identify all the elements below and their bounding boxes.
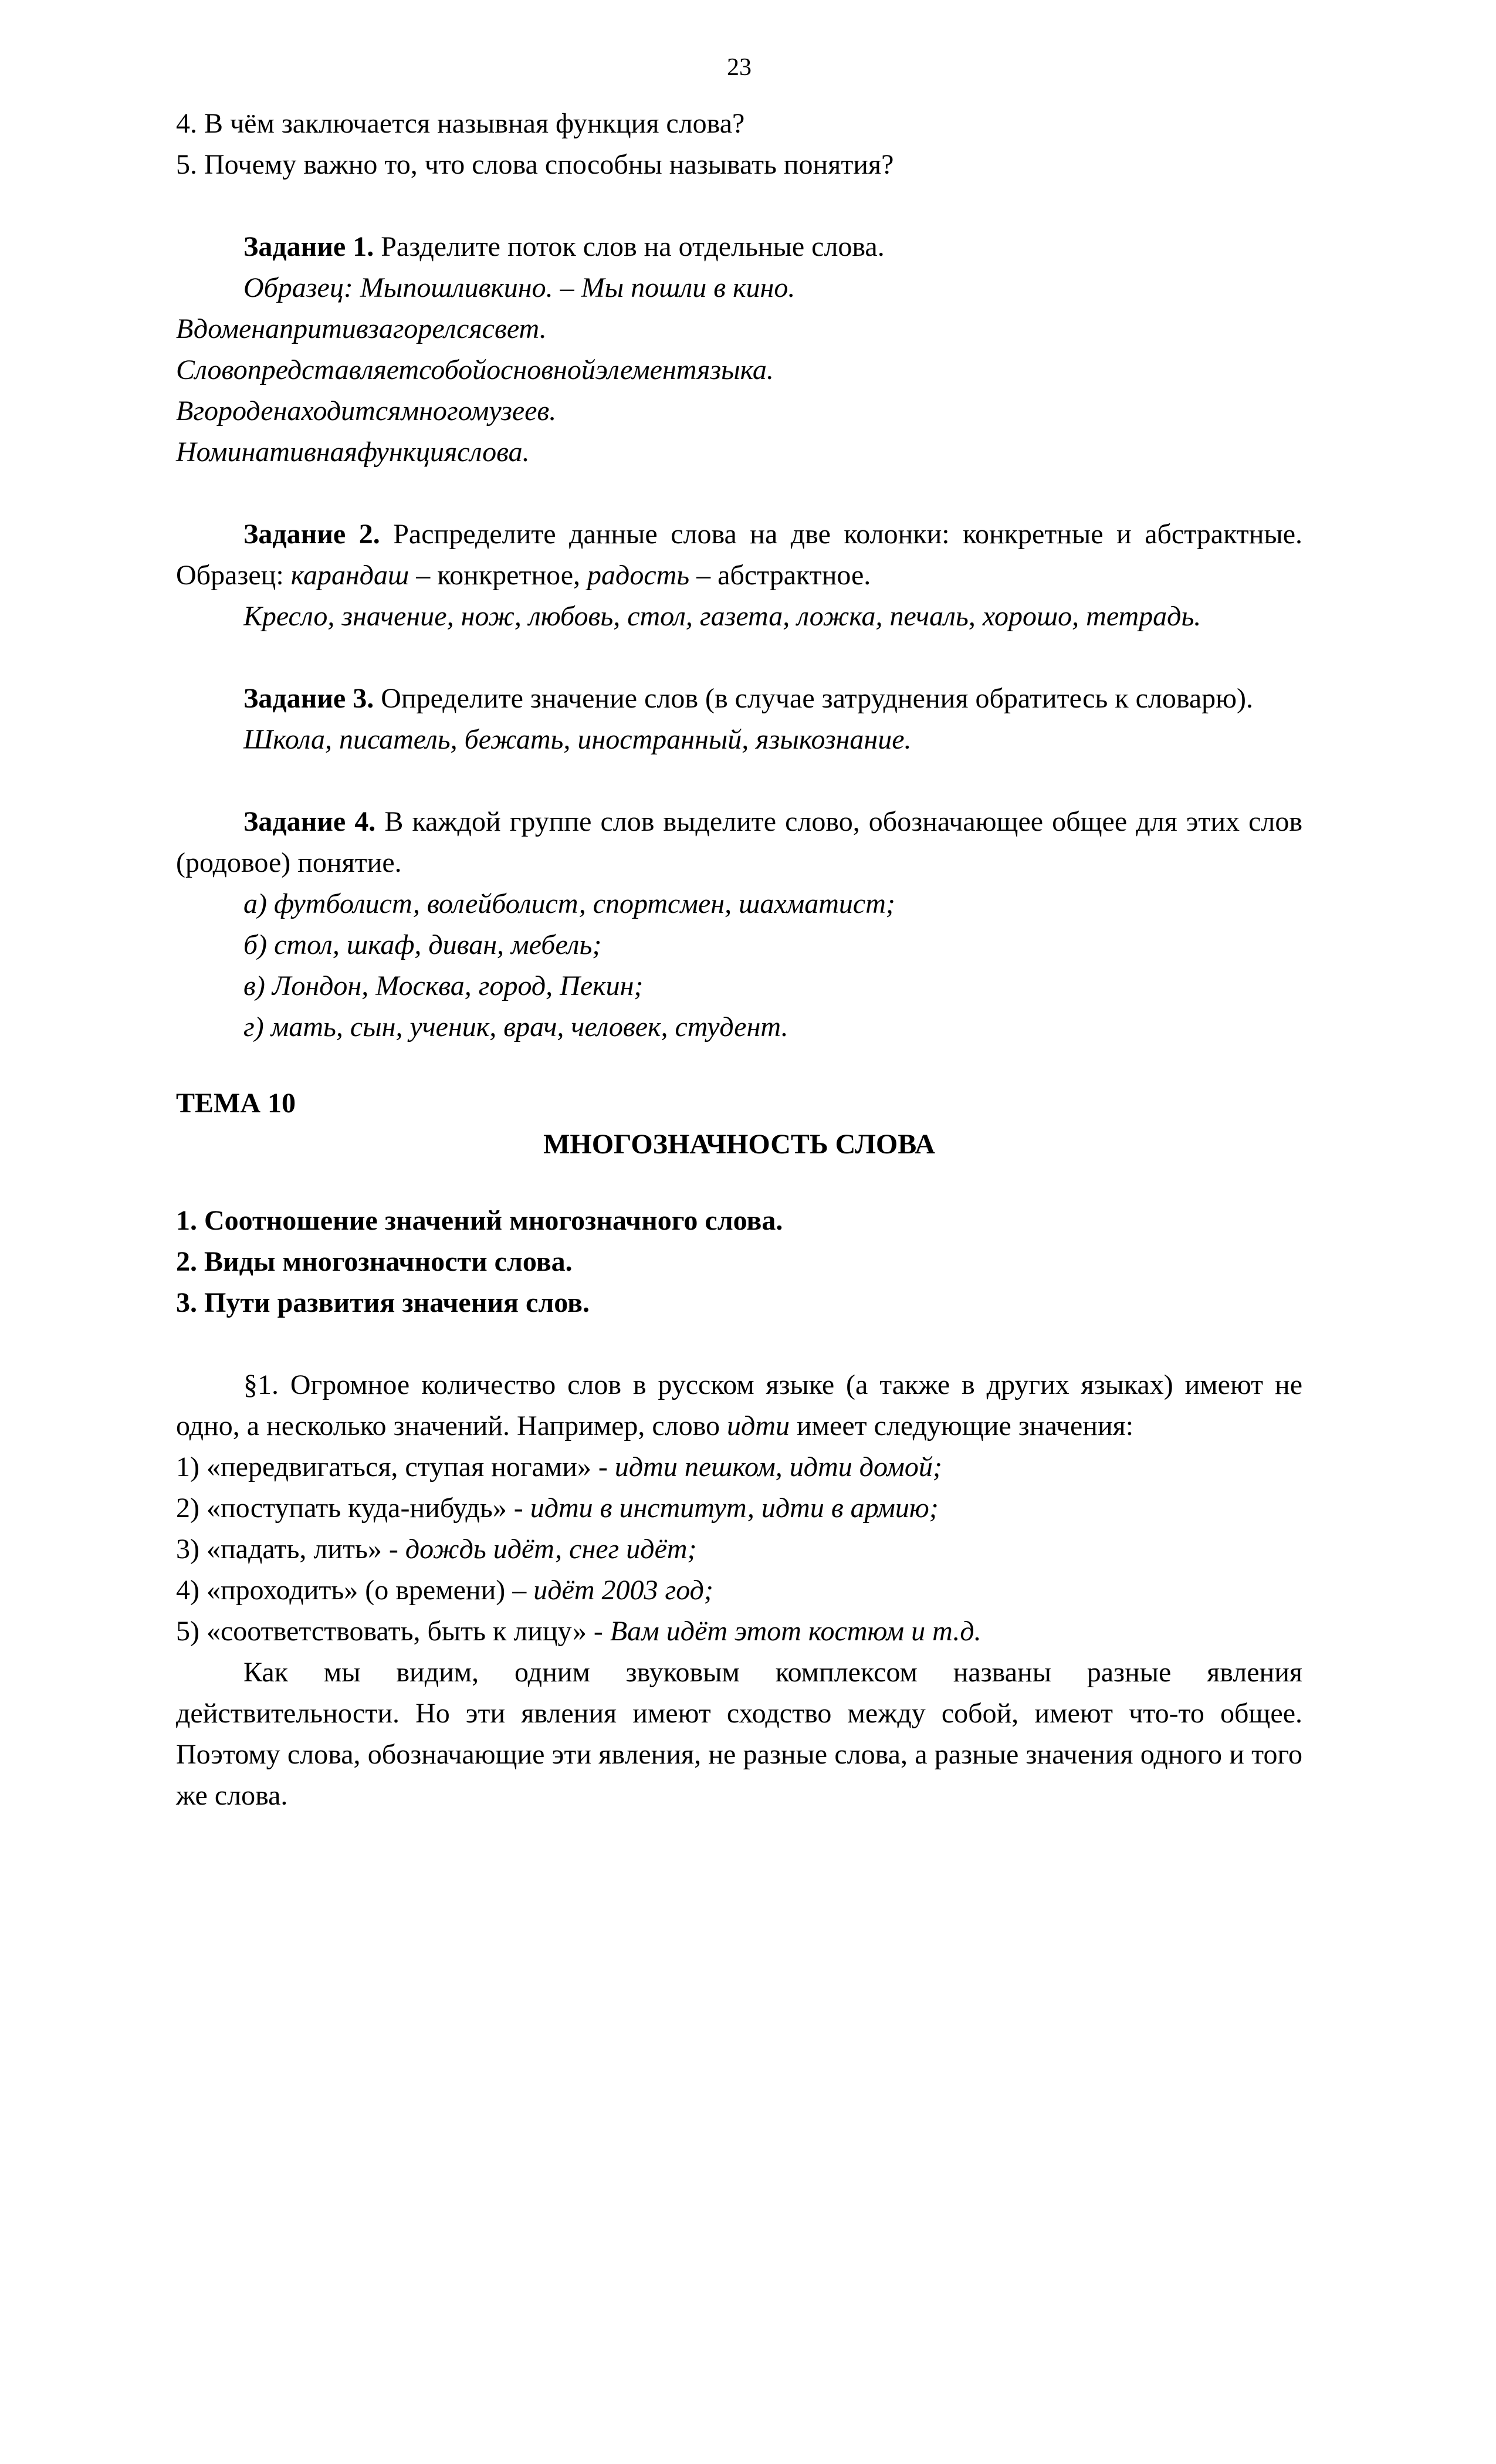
meaning-item <box>176 1611 1302 1652</box>
task4-item: г) мать, сын, ученик, врач, человек, студент. <box>243 1011 788 1043</box>
meaning-item <box>176 1447 1302 1488</box>
task2-text: – абстрактное. <box>689 560 871 591</box>
task3-text: Определите значение слов (в случае затруднения обратитесь к словарю). <box>374 683 1254 714</box>
meaning-item <box>176 1488 1302 1529</box>
meaning-example: Вам идёт этот костюм и т.д. <box>610 1616 981 1647</box>
task3-label: Задание 3. <box>243 683 374 714</box>
task4-item: а) футболист, волейболист, спортсмен, шахматист; <box>243 888 895 919</box>
task3-intro <box>176 678 1302 719</box>
meaning-plain: 3) «падать, лить» - <box>176 1534 405 1565</box>
task4-item: в) Лондон, Москва, город, Пекин; <box>243 970 644 1001</box>
task1-line: Вдоменапритивзагорелсясвет. <box>176 313 547 344</box>
meaning-example: идти в институт, идти в армию; <box>530 1492 939 1524</box>
task2-text: – конкретное, <box>409 560 588 591</box>
meaning-item <box>176 1529 1302 1570</box>
task2-words: Кресло, значение, нож, любовь, стол, газета, ложка, печаль, хорошо, тетрадь. <box>243 601 1201 632</box>
task4-item: б) стол, шкаф, диван, мебель; <box>243 929 602 960</box>
closing-paragraph: Как мы видим, одним звуковым комплексом названы разные явления действительности. Но эти явления имеют сходство между собой, имеют что-то общее. Поэтому слова, обозначающие эти явления, не разные слова, а разные значения одного и того же слова. <box>176 1657 1302 1811</box>
meaning-example: идёт 2003 год; <box>533 1575 713 1606</box>
section1-text: имеет следующие значения: <box>789 1410 1134 1441</box>
meaning-plain: 4) «проходить» (о времени) – <box>176 1575 534 1606</box>
meaning-item <box>176 1570 1302 1611</box>
task4-label: Задание 4. <box>243 806 376 837</box>
question-4: 4. В чём заключается назывная функция слова? <box>176 108 745 139</box>
task2-text: Распределите данные слова на две колонки: конкретные и абстрактные. Образец: <box>176 519 1302 591</box>
theme-label: ТЕМА 10 <box>176 1088 296 1119</box>
section1-italic-word: идти <box>727 1410 790 1441</box>
task1-line: Словопредставляетсобойосновнойэлементязыка. <box>176 354 774 385</box>
task1-intro <box>176 226 1302 268</box>
section1-paragraph <box>176 1365 1302 1447</box>
task2-example-word-1: карандаш <box>290 560 409 591</box>
outline-item: 2. Виды многозначности слова. <box>176 1246 573 1277</box>
meaning-example: идти пешком, идти домой; <box>614 1451 942 1483</box>
outline-item: 1. Соотношение значений многозначного слова. <box>176 1205 783 1236</box>
task2-label: Задание 2. <box>243 519 380 550</box>
task1-label: Задание 1. <box>243 231 374 262</box>
question-5: 5. Почему важно то, что слова способны называть понятия? <box>176 149 894 180</box>
meaning-plain: 5) «соответствовать, быть к лицу» - <box>176 1616 610 1647</box>
section1-text: §1. Огромное количество слов в русском языке (а также в других языках) имеют не одно, а несколько значений. Например, слово <box>176 1369 1302 1441</box>
task2-intro <box>176 514 1302 596</box>
outline-item: 3. Пути развития значения слов. <box>176 1287 590 1318</box>
task4-intro <box>176 801 1302 884</box>
meaning-example: дождь идёт, снег идёт; <box>405 1534 697 1565</box>
task2-example-word-2: радость <box>587 560 690 591</box>
meaning-plain: 2) «поступать куда-нибудь» - <box>176 1492 530 1524</box>
task1-text: Разделите поток слов на отдельные слова. <box>374 231 885 262</box>
task4-text: В каждой группе слов выделите слово, обозначающее общее для этих слов (родовое) понятие. <box>176 806 1303 878</box>
task1-line: Номинативнаяфункцияслова. <box>176 436 530 468</box>
page-number: 23 <box>727 54 752 81</box>
task1-example: Образец: Мыпошливкино. – Мы пошли в кино. <box>243 272 796 303</box>
text-block <box>176 53 1302 1816</box>
task3-words: Школа, писатель, бежать, иностранный, языкознание. <box>243 724 912 755</box>
task1-line: Вгороденаходитсямногомузеев. <box>176 395 557 427</box>
theme-title: МНОГОЗНАЧНОСТЬ СЛОВА <box>543 1129 935 1160</box>
meaning-plain: 1) «передвигаться, ступая ногами» - <box>176 1451 615 1483</box>
